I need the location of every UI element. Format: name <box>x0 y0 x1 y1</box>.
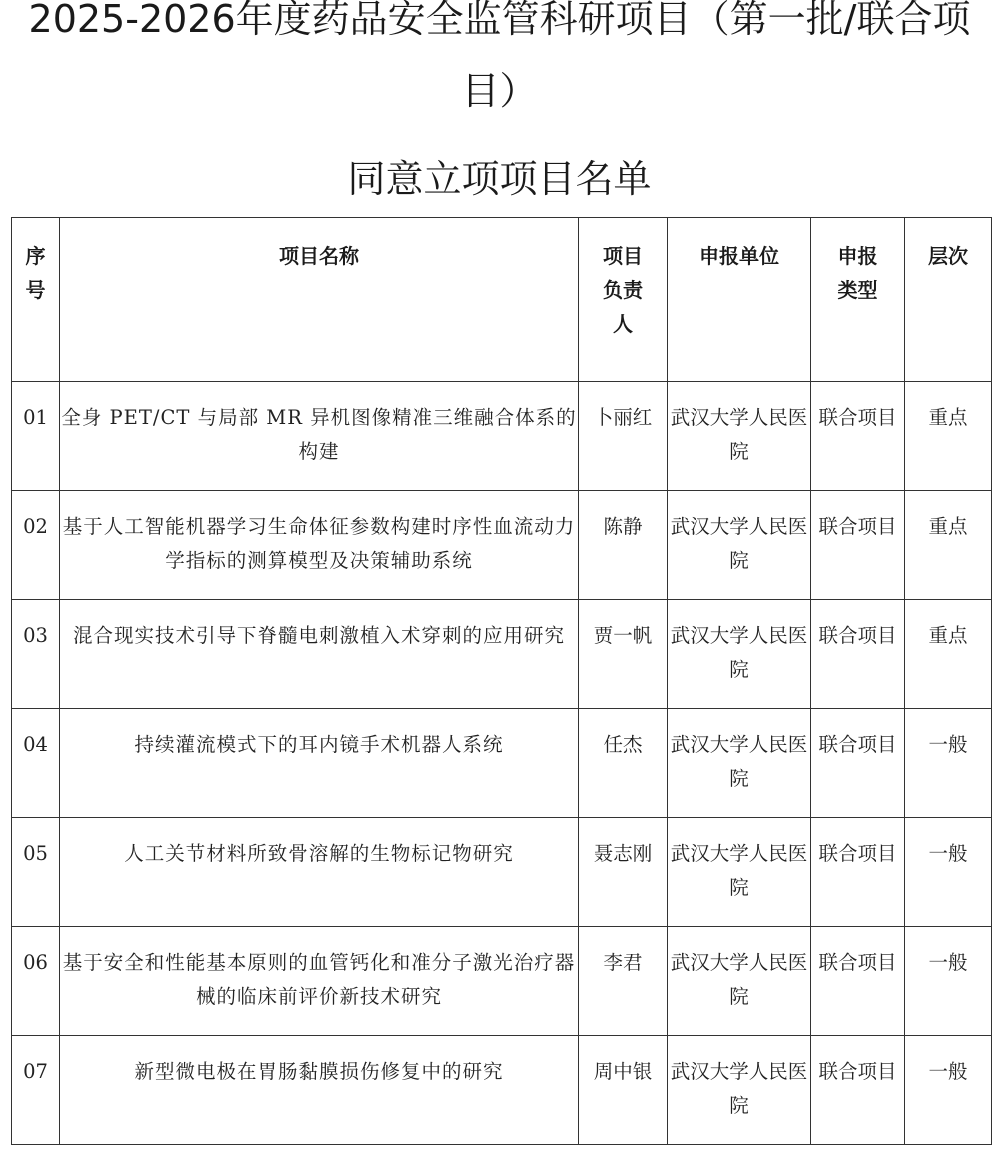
cell-applicant-unit: 武汉大学人民医院 <box>668 382 811 491</box>
cell-level: 一般 <box>905 709 992 818</box>
header-project-lead: 项目 负责 人 <box>579 218 668 382</box>
cell-project-lead: 李君 <box>579 927 668 1036</box>
cell-application-type: 联合项目 <box>811 1036 905 1145</box>
cell-serial-no: 06 <box>12 927 60 1036</box>
cell-serial-no: 04 <box>12 709 60 818</box>
cell-project-lead: 聂志刚 <box>579 818 668 927</box>
header-application-type: 申报 类型 <box>811 218 905 382</box>
document-title-line1: 2025-2026年度药品安全监管科研项目（第一批/联合项 <box>28 0 971 41</box>
document-subtitle: 同意立项项目名单 <box>347 157 652 201</box>
table-header-row <box>12 218 992 382</box>
cell-project-name: 混合现实技术引导下脊髓电刺激植入术穿刺的应用研究 <box>60 600 579 709</box>
cell-level: 一般 <box>905 1036 992 1145</box>
cell-application-type: 联合项目 <box>811 382 905 491</box>
cell-project-name: 持续灌流模式下的耳内镜手术机器人系统 <box>60 709 579 818</box>
cell-project-name: 全身 PET/CT 与局部 MR 异机图像精准三维融合体系的构建 <box>60 382 579 491</box>
cell-project-lead: 贾一帆 <box>579 600 668 709</box>
header-applicant-unit: 申报单位 <box>668 218 811 382</box>
cell-applicant-unit: 武汉大学人民医院 <box>668 1036 811 1145</box>
cell-application-type: 联合项目 <box>811 709 905 818</box>
cell-project-lead: 卜丽红 <box>579 382 668 491</box>
cell-serial-no: 02 <box>12 491 60 600</box>
cell-project-name: 人工关节材料所致骨溶解的生物标记物研究 <box>60 818 579 927</box>
cell-project-name: 基于安全和性能基本原则的血管钙化和准分子激光治疗器械的临床前评价新技术研究 <box>60 927 579 1036</box>
document-title-line2: 目） <box>461 69 538 113</box>
table-row <box>12 927 992 1036</box>
cell-applicant-unit: 武汉大学人民医院 <box>668 927 811 1036</box>
cell-project-name: 基于人工智能机器学习生命体征参数构建时序性血流动力学指标的测算模型及决策辅助系统 <box>60 491 579 600</box>
cell-application-type: 联合项目 <box>811 927 905 1036</box>
cell-application-type: 联合项目 <box>811 491 905 600</box>
cell-project-lead: 陈静 <box>579 491 668 600</box>
cell-level: 重点 <box>905 491 992 600</box>
table-row <box>12 491 992 600</box>
table-row <box>12 600 992 709</box>
cell-application-type: 联合项目 <box>811 818 905 927</box>
cell-serial-no: 05 <box>12 818 60 927</box>
table-row <box>12 1036 992 1145</box>
cell-applicant-unit: 武汉大学人民医院 <box>668 818 811 927</box>
cell-project-lead: 任杰 <box>579 709 668 818</box>
project-table <box>11 217 992 1145</box>
table-row <box>12 709 992 818</box>
cell-project-name: 新型微电极在胃肠黏膜损伤修复中的研究 <box>60 1036 579 1145</box>
cell-serial-no: 01 <box>12 382 60 491</box>
cell-level: 一般 <box>905 818 992 927</box>
header-serial-no: 序 号 <box>12 218 60 382</box>
cell-application-type: 联合项目 <box>811 600 905 709</box>
cell-level: 重点 <box>905 382 992 491</box>
header-level: 层次 <box>905 218 992 382</box>
cell-level: 重点 <box>905 600 992 709</box>
cell-applicant-unit: 武汉大学人民医院 <box>668 600 811 709</box>
table-row <box>12 382 992 491</box>
cell-applicant-unit: 武汉大学人民医院 <box>668 709 811 818</box>
cell-project-lead: 周中银 <box>579 1036 668 1145</box>
cell-applicant-unit: 武汉大学人民医院 <box>668 491 811 600</box>
cell-level: 一般 <box>905 927 992 1036</box>
cell-serial-no: 03 <box>12 600 60 709</box>
header-project-name: 项目名称 <box>60 218 579 382</box>
cell-serial-no: 07 <box>12 1036 60 1145</box>
table-row <box>12 818 992 927</box>
